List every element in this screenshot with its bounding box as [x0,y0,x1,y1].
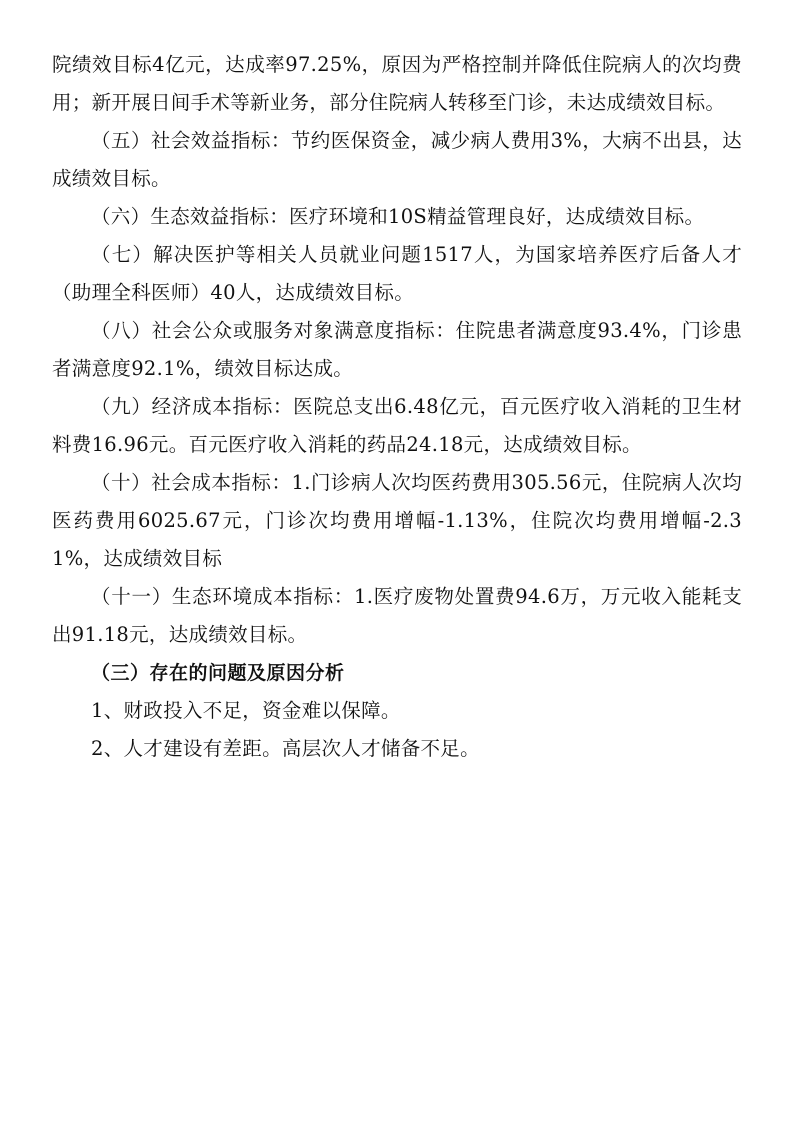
paragraph-ecological-benefit-indicator: （六）生态效益指标：医疗环境和10S精益管理良好，达成绩效目标。 [91,205,705,228]
paragraph-economic-cost-indicator: （九）经济成本指标：医院总支出6.48亿元，百元医疗收入消耗的卫生材料费16.96元。百元医疗收入消耗的药品24.18元，达成绩效目标。 [52,395,742,456]
paragraph-hospital-performance-target: 院绩效目标4亿元，达成率97.25%，原因为严格控制并降低住院病人的次均费用；新开展日间手术等新业务，部分住院病人转移至门诊，未达成绩效目标。 [52,53,742,114]
paragraph-social-cost-indicator: （十）社会成本指标：1.门诊病人次均医药费用305.56元，住院病人次均医药费用6025.67元，门诊次均费用增幅-1.13%，住院次均费用增幅-2.31%，达成绩效目标 [52,471,742,570]
paragraph-satisfaction-indicator: （八）社会公众或服务对象满意度指标：住院患者满意度93.4%，门诊患者满意度92.1%，绩效目标达成。 [52,319,742,380]
paragraph-social-benefit-indicator: （五）社会效益指标：节约医保资金，减少病人费用3%，大病不出县，达成绩效目标。 [52,129,742,190]
section-heading-problems: （三）存在的问题及原因分析 [91,662,345,684]
issue-item-finance: 1、财政投入不足，资金难以保障。 [91,699,401,722]
document-body [52,46,742,768]
paragraph-employment: （七）解决医护等相关人员就业问题1517人，为国家培养医疗后备人才（助理全科医师）40人，达成绩效目标。 [52,243,742,304]
issue-item-talent: 2、人才建设有差距。高层次人才储备不足。 [91,737,480,760]
paragraph-eco-environment-cost-indicator: （十一）生态环境成本指标：1.医疗废物处置费94.6万，万元收入能耗支出91.18元，达成绩效目标。 [52,585,742,646]
